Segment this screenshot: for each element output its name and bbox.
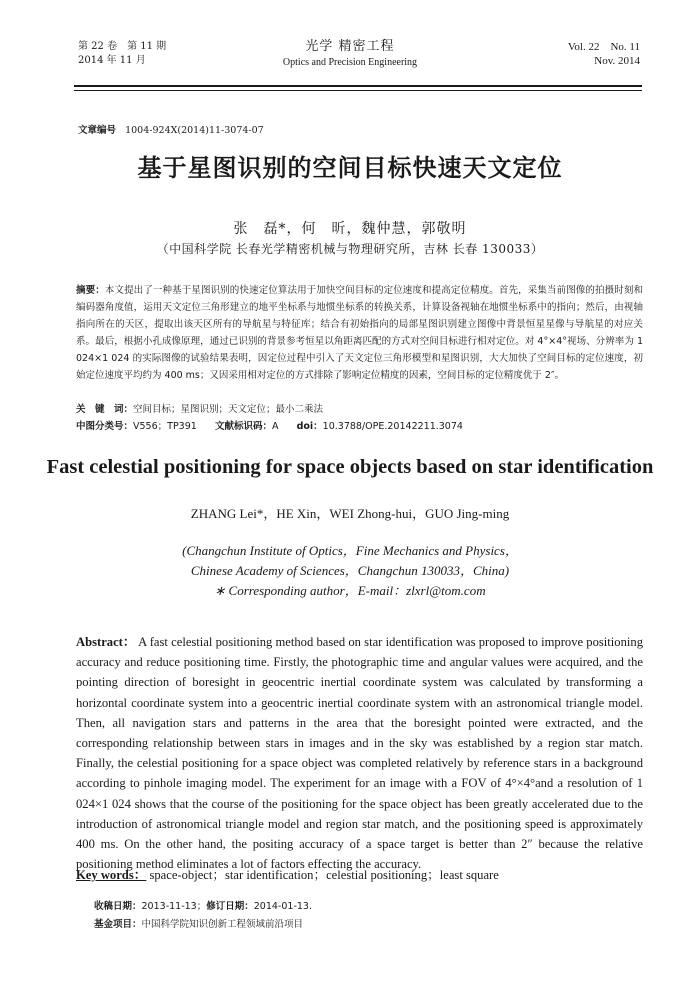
article-number-value: 1004-924X(2014)11-3074-07 — [125, 125, 264, 136]
affiliation-en-line1: (Changchun Institute of Optics，Fine Mechanics and Physics， — [182, 543, 518, 558]
funding-value: 中国科学院知识创新工程领域前沿项目 — [141, 919, 304, 930]
keywords-cn-text: 空间目标；星图识别；天文定位；最小二乘法 — [133, 404, 324, 415]
doi-value: 10.3788/OPE.20142211.3074 — [322, 421, 463, 432]
keywords-cn-label: 关 键 词： — [76, 404, 134, 415]
article-number-label: 文章编号 — [78, 125, 117, 136]
received-value: 2013-11-13； — [141, 901, 207, 912]
received-label: 收稿日期： — [94, 901, 142, 912]
abstract-en-label: Abstract： — [76, 635, 136, 649]
clc-value: V556；TP391 — [133, 421, 197, 432]
authors-cn: 张 磊*，何 昕，魏仲慧，郭敬明 — [233, 221, 467, 237]
keywords-en — [76, 864, 499, 883]
journal-name-cn: 光学 精密工程 — [305, 39, 395, 54]
funding — [94, 916, 303, 930]
header-rule-thick — [74, 85, 642, 87]
header-rule-thin — [74, 90, 642, 91]
doi-label: doi： — [296, 421, 323, 432]
doc-code-label: 文献标识码： — [214, 421, 272, 432]
authors-en: ZHANG Lei*，HE Xin，WEI Zhong-hui，GUO Jing-ming — [190, 506, 510, 521]
abstract-en-text: A fast celestial positioning method based on star identification was proposed to improve positioning accuracy and reduce positioning time. Firstly, the photographic time and angular values were acquired, and the pointing direction of boresight in geocentric inertial coordinate system was calculated by transforming a horizontal coordinate system into a geocentric inertial coordinate system with an astronomical triangle model. Then, all navigation stars and patterns in the area that the boresight pointed were extracted, and the corresponding relationship between stars in images and in the sky was established by a region star match. Finally, the celestial positioning for a space object was completed relatively by reference stars in a background according to pinhole imaging model. The experiment for an image with a FOV of 4°×4°and a resolution of 1 024×1 024 shows that the course of the positioning for the space object has been greatly accelerated due to the introduction of astronomical triangle model and region star match, and the positioning speed is approximately 400 ms. On the other hand, the positing accuracy of a space target is better than 2″ because the relative positioning method eliminates a lot of factors effecting the accuracy. — [76, 635, 643, 872]
volume-issue-en: Vol. 22 No. 11 — [567, 41, 640, 53]
affiliation-cn: （中国科学院 长春光学精密机械与物理研究所，吉林 长春 130033） — [156, 242, 544, 256]
revised-label: 修订日期： — [206, 901, 254, 912]
classification-line — [76, 418, 463, 432]
revised-value: 2014-01-13. — [253, 901, 312, 912]
abstract-cn-label: 摘要： — [76, 285, 105, 296]
affiliation-en — [0, 541, 700, 601]
volume-issue-cn: 第 22 卷 第 11 期 — [78, 41, 167, 52]
keywords-en-label: Key words： — [76, 868, 147, 882]
title-cn: 基于星图识别的空间目标快速天文定位 — [137, 154, 563, 182]
date-en: Nov. 2014 — [594, 55, 640, 67]
abstract-cn-text: 本文提出了一种基于星图识别的快速定位算法用于加快空间目标的定位速度和提高定位精度。首先，采集当前图像的拍摄时刻和编码器角度值，运用天文定位三角形建立的地平坐标系与地惯坐标系的转换关系，计算设备视轴在地惯坐标系中的指向；然后，由视轴指向所在的天区，提取出该天区所有的导航星与特征库；结合有初始指向的局部星图识别建立图像中背景恒星星像与导航星的对应关系。最后，根据小孔成像原理，通过已识别的背景参考恒星以角距离匹配的方式对空间目标进行相对定位。对 4°×4°视场、分辨率为 1 024×1 024 的实际图像的试验结果表明，因定位过程中引入了天文定位三角形模型和星图识别，大大加快了空间目标的定位速度，初始定位速度平均约为 400 ms；又因采用相对定位的方式排除了影响定位精度的因素，空间目标的定位精度优于 2″。 — [76, 285, 643, 381]
header-right — [568, 40, 640, 68]
journal-name-en: Optics and Precision Engineering — [282, 57, 418, 68]
date-cn: 2014 年 11 月 — [78, 55, 146, 66]
keywords-en-text: space-object；star identification；celestial positioning；least square — [149, 868, 499, 882]
title-en: Fast celestial positioning for space objects based on star identification — [46, 456, 654, 478]
keywords-cn — [76, 401, 323, 415]
corresponding-author: ∗ Corresponding author，E-mail：zlxrl@tom.com — [214, 583, 486, 598]
affiliation-en-line2: Chinese Academy of Sciences，Changchun 130033，China) — [190, 563, 510, 578]
funding-label: 基金项目： — [94, 919, 142, 930]
received-dates — [94, 898, 312, 912]
clc-label: 中图分类号： — [76, 421, 134, 432]
abstract-cn — [76, 282, 643, 384]
doc-code-value: A — [271, 421, 279, 432]
article-number — [78, 122, 264, 136]
abstract-en — [76, 632, 643, 874]
